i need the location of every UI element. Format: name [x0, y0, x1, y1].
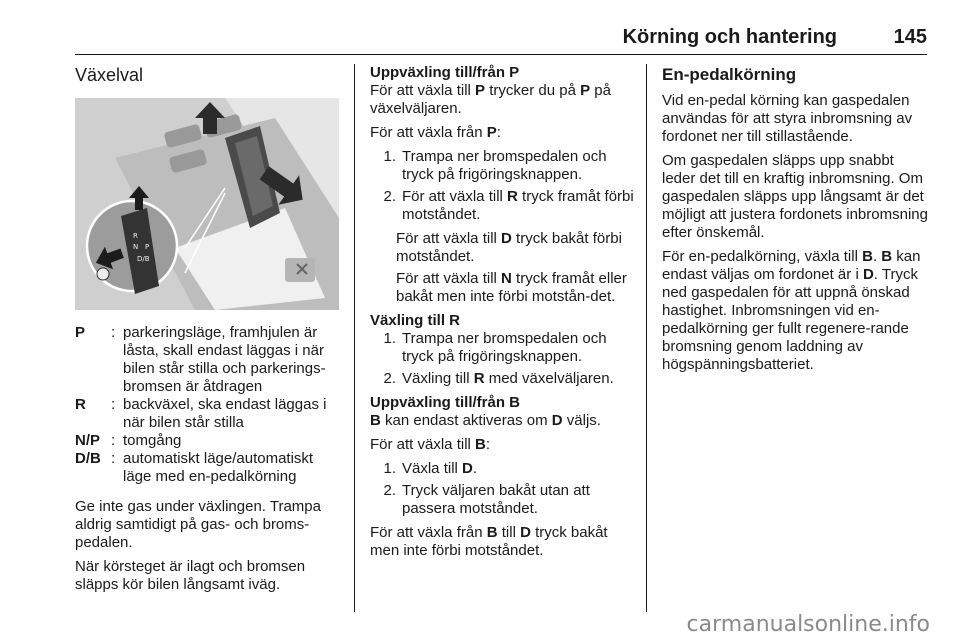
gear-definition-list — [75, 324, 343, 486]
definition-row: R : backväxel, ska endast läggas i när bilen står stilla — [75, 396, 343, 432]
column-1 — [75, 64, 343, 600]
figure-label-p: P — [145, 243, 150, 251]
paragraph: Vid en-pedal körning kan gaspedalen användas för att styra inbromsning av fordonet ner till stillastående. — [662, 92, 913, 145]
list-item: 2. Växling till R med växelväljaren. — [383, 370, 614, 387]
paragraph: För en-pedalkörning, växla till B. B kan endast väljas om fordonet är i D. Tryck ned gaspedalen för att uppnå önskad hastighet. Inbromsningen vid en-pedalkörning ger fullt regenere-rande bromsning genom laddning av högspänningsbatteriet. — [662, 248, 921, 373]
paragraph: När körsteget är ilagt och bromsen släpps kör bilen långsamt iväg. — [75, 558, 306, 593]
definition-row: P : parkeringsläge, framhjulen är låsta, skall endast läggas i när bilen står stilla och parkerings-bromsen är åtdragen — [75, 324, 343, 396]
figure-label-n: N — [133, 243, 139, 251]
paragraph: Ge inte gas under växlingen. Trampa aldrig samtidigt på gas- och broms-pedalen. — [75, 498, 321, 551]
definition-term: P — [75, 324, 86, 341]
subsection-title: Växling till R — [370, 312, 461, 329]
sub-paragraph: För att växla till N tryck framåt eller bakåt men inte förbi motstån-det. — [396, 270, 627, 305]
figure-label-r: R — [133, 232, 138, 240]
paragraph: För att växla till B: — [370, 436, 491, 453]
section-title-vaxelval: Växelval — [75, 65, 144, 85]
definition-row: N/P : tomgång — [75, 432, 343, 450]
list-item: 2. För att växla till R tryck framåt förbi motståndet. — [383, 188, 634, 223]
definition-desc: automatiskt läge/automatiskt läge med en-pedalkörning — [123, 450, 314, 485]
subsection-title: Uppväxling till/från B — [370, 394, 521, 411]
list-item: 1. Trampa ner bromspedalen och tryck på frigöringsknappen. — [383, 330, 607, 365]
column-3 — [662, 64, 930, 380]
paragraph: För att växla från P: — [370, 124, 501, 141]
numbered-list — [370, 460, 636, 518]
numbered-list — [370, 148, 636, 224]
list-item: 2. Tryck väljaren bakåt utan att passera motståndet. — [383, 482, 590, 517]
definition-desc: tomgång — [123, 432, 182, 449]
paragraph: För att växla från B till D tryck bakåt men inte förbi motståndet. — [370, 524, 608, 559]
column-divider — [354, 64, 355, 612]
header-title: Körning och hantering — [622, 26, 837, 48]
paragraph: Om gaspedalen släpps upp snabbt leder det till en kraftig inbromsning. Om gaspedalen släpps upp långsamt är det möjligt att justera fordonets inbromsning efter önskemål. — [662, 152, 928, 241]
definition-term: R — [75, 396, 86, 413]
definition-term: D/B — [75, 450, 101, 467]
definition-term: N/P — [75, 432, 101, 449]
numbered-list — [370, 330, 636, 388]
gear-selector-figure — [75, 98, 339, 310]
definition-row: D/B : automatiskt läge/automatiskt läge med en-pedalkörning — [75, 450, 343, 486]
page-header — [75, 26, 927, 55]
section-title-en-pedal: En-pedalkörning — [662, 65, 797, 84]
list-item: 1. Trampa ner bromspedalen och tryck på frigöringsknappen. — [383, 148, 607, 183]
page-number: 145 — [893, 26, 927, 48]
definition-desc: backväxel, ska endast läggas i när bilen står stilla — [123, 396, 327, 431]
column-divider — [646, 64, 647, 612]
paragraph: B kan endast aktiveras om D väljs. — [370, 412, 601, 429]
column-2 — [370, 64, 636, 566]
definition-desc: parkeringsläge, framhjulen är låsta, skall endast läggas i när bilen står stilla och parkerings-bromsen är åtdragen — [123, 324, 326, 395]
figure-label-db: D/B — [137, 255, 150, 263]
list-item: 1. Växla till D. — [383, 460, 478, 477]
subsection-title: Uppväxling till/från P — [370, 64, 520, 81]
sub-paragraph: För att växla till D tryck bakåt förbi motståndet. — [396, 230, 622, 265]
paragraph: För att växla till P trycker du på P på växelväljaren. — [370, 82, 611, 117]
gear-selector-illustration — [75, 98, 339, 310]
watermark: carmanualsonline.info — [686, 612, 930, 637]
